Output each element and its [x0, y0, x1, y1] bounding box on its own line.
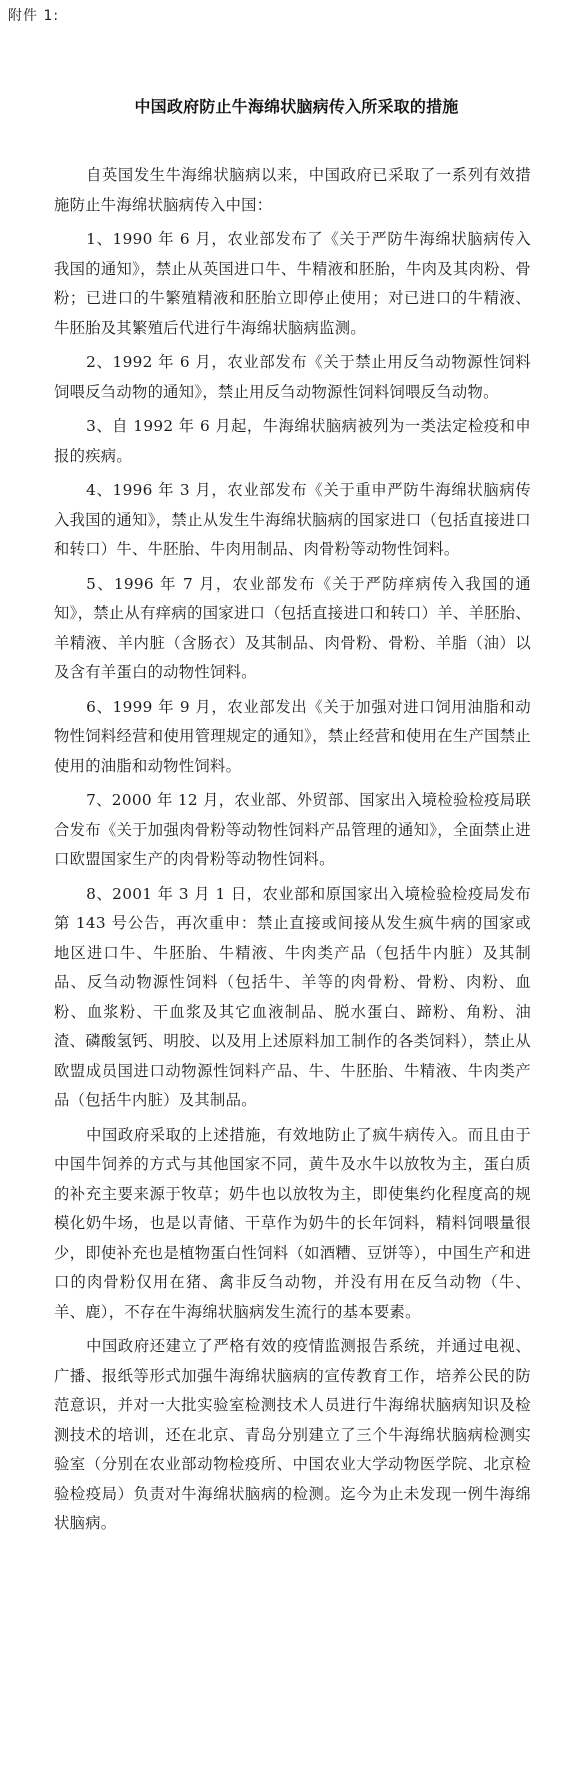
document-body: [54, 161, 531, 1539]
attachment-label: 附件 1:: [8, 8, 60, 24]
measure-item-6: 6、1999 年 9 月，农业部发出《关于加强对进口饲用油脂和动物性饲料经营和使用管理规定的通知》，禁止经营和使用在生产国禁止使用的油脂和动物性饲料。: [54, 697, 531, 775]
measure-item-7: 7、2000 年 12 月，农业部、外贸部、国家出入境检验检疫局联合发布《关于加强肉骨粉等动物性饲料产品管理的通知》，全面禁止进口欧盟国家生产的肉骨粉等动物性饲料。: [54, 791, 531, 868]
measure-item-2: 2、1992 年 6 月，农业部发布《关于禁止用反刍动物源性饲料饲喂反刍动物的通知》，禁止用反刍动物源性饲料饲喂反刍动物。: [54, 353, 531, 401]
effect-paragraph: 中国政府采取的上述措施，有效地防止了疯牛病传入。而且由于中国牛饲养的方式与其他国家不同，黄牛及水牛以放牧为主，蛋白质的补充主要来源于牧草；奶牛也以放牧为主，即使集约化程度高的规模化奶牛场，也是以青储、干草作为奶牛的长年饲料，精料饲喂量很少，即使补充也是植物蛋白性饲料（如酒糟、豆饼等），中国生产和进口的肉骨粉仅用在猪、禽非反刍动物，并没有用在反刍动物（牛、羊、鹿），不存在牛海绵状脑病发生流行的基本要素。: [54, 1125, 531, 1321]
measure-item-8: 8、2001 年 3 月 1 日，农业部和原国家出入境检验检疫局发布第 143 号公告，再次重申：禁止直接或间接从发生疯牛病的国家或地区进口牛、牛胚胎、牛精液、牛肉类产品（包括牛内脏）及其制品、反刍动物源性饲料（包括牛、羊等的肉骨粉、骨粉、肉粉、血粉、血浆粉、干血浆及其它血液制品、脱水蛋白、蹄粉、角粉、油渣、磷酸氢钙、明胶、以及用上述原料加工制作的各类饲料），禁止从欧盟成员国进口动物源性饲料产品、牛、牛胚胎、牛精液、牛肉类产品（包括牛内脏）及其制品。: [54, 884, 531, 1109]
measure-item-3: 3、自 1992 年 6 月起，牛海绵状脑病被列为一类法定检疫和申报的疾病。: [54, 417, 531, 465]
measure-item-4: 4、1996 年 3 月，农业部发布《关于重申严防牛海绵状脑病传入我国的通知》，禁止从发生牛海绵状脑病的国家进口（包括直接进口和转口）牛、牛胚胎、牛肉用制品、肉骨粉等动物性饲料。: [54, 481, 531, 558]
intro-paragraph: 自英国发生牛海绵状脑病以来，中国政府已采取了一系列有效措施防止牛海绵状脑病传入中国：: [54, 166, 531, 214]
measure-item-5: 5、1996 年 7 月，农业部发布《关于严防痒病传入我国的通知》，禁止从有痒病的国家进口（包括直接进口和转口）羊、羊胚胎、羊精液、羊内脏（含肠衣）及其制品、肉骨粉、骨粉、羊脂（油）以及含有羊蛋白的动物性饲料。: [54, 574, 531, 681]
monitoring-paragraph: 中国政府还建立了严格有效的疫情监测报告系统，并通过电视、广播、报纸等形式加强牛海绵状脑病的宣传教育工作，培养公民的防范意识，并对一大批实验室检测技术人员进行牛海绵状脑病知识及检测技术的培训，还在北京、青岛分别建立了三个牛海绵状脑病检测实验室（分别在农业部动物检疫所、中国农业大学动物医学院、北京检验检疫局）负责对牛海绵状脑病的检测。迄今为止未发现一例牛海绵状脑病。: [54, 1337, 531, 1532]
document-title: 中国政府防止牛海绵状脑病传入所采取的措施: [134, 97, 459, 116]
measure-item-1: 1、1990 年 6 月，农业部发布了《关于严防牛海绵状脑病传入我国的通知》，禁止从英国进口牛、牛精液和胚胎，牛肉及其肉粉、骨粉；已进口的牛繁殖精液和胚胎立即停止使用；对已进口的牛精液、牛胚胎及其繁殖后代进行牛海绵状脑病监测。: [54, 230, 531, 337]
